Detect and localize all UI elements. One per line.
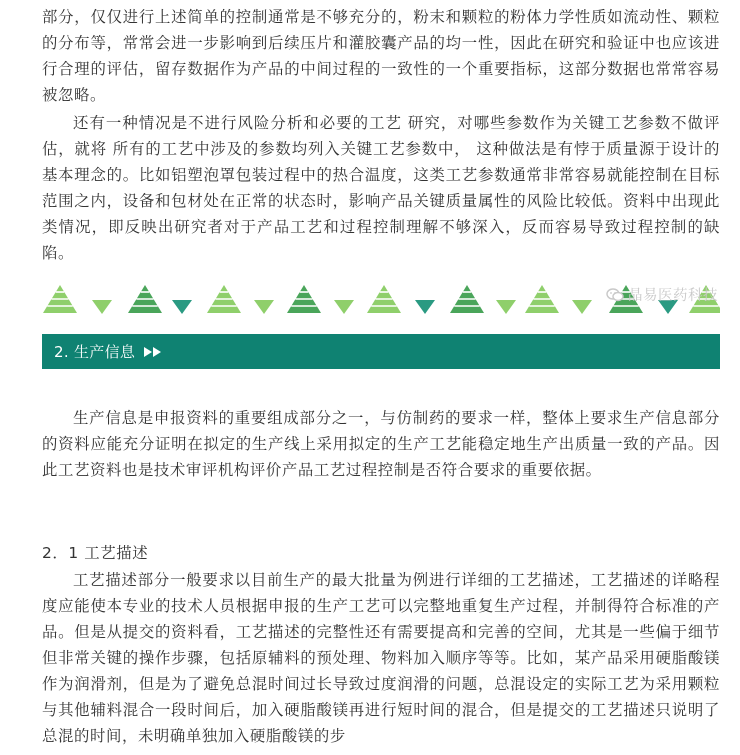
paragraph-risk-analysis: 还有一种情况是不进行风险分析和必要的工艺 研究，对哪些参数作为关键工艺参数不做评估，就将 所有的工艺中涉及的参数均列入关键工艺参数中， 这种做法是有悖于质量源于设计的基本理念的。比如铝塑泡罩包装过程中的热合温度，这类工艺参数通常非常容易就能控制在目标范围之内，设备和包材处在正常的状态时，影响产品关键质量属性的风险比较低。资料中出现此类情况，即反映出研究者对于产品工艺和过程控制理解不够深入，反而容易导致过程控制的缺陷。 [42, 114, 720, 262]
paragraph-production-info: 生产信息是申报资料的重要组成部分之一，与仿制药的要求一样，整体上要求生产信息部分的资料应能充分证明在拟定的生产线上采用拟定的生产工艺能稳定地生产出质量一致的产品。因此工艺资料也是技术审评机构评价产品工艺过程控制是否符合要求的重要依据。 [42, 409, 720, 479]
triangle-down-icon [92, 300, 112, 314]
triangle-up-icon [450, 285, 484, 313]
triangle-up-icon [128, 285, 162, 313]
triangle-down-icon [496, 300, 516, 314]
triangle-up-icon [525, 285, 559, 313]
paragraph-control-note: 部分，仅仅进行上述简单的控制通常是不够充分的，粉末和颗粒的粉体力学性质如流动性、颗粒的分布等，常常会进一步影响到后续压片和灌胶囊产品的均一性，因此在研究和验证中也应该进行合理的评估，留存数据作为产品的中间过程的一致性的一个重要指标，这部分数据也常常容易被忽略。 [42, 8, 720, 104]
paragraph-process-description: 工艺描述部分一般要求以目前生产的最大批量为例进行详细的工艺描述，工艺描述的详略程度应能使本专业的技术人员根据申报的生产工艺可以完整地重复生产过程，并制得符合标准的产品。但是从提交的资料看，工艺描述的完整性还有需要提高和完善的空间，尤其是一些偏于细节但非常关键的操作步骤，包括原辅料的预处理、物料加入顺序等等。比如，某产品采用硬脂酸镁作为润滑剂，但是为了避免总混时间过长导致过度润滑的问题，总混设定的实际工艺为采用颗粒与其他辅料混合一段时间后，加入硬脂酸镁再进行短时间的混合，但是提交的工艺描述只说明了总混的时间，未明确单独加入硬脂酸镁的步 [42, 571, 720, 745]
watermark [606, 284, 718, 305]
triangle-down-icon [334, 300, 354, 314]
section-title: 2. 生产信息 [54, 343, 136, 361]
triangle-down-icon [572, 300, 592, 314]
triangle-up-icon [287, 285, 321, 313]
triangle-up-icon [207, 285, 241, 313]
watermark-text: 晶易医药科技 [628, 288, 718, 304]
triangle-up-icon [43, 285, 77, 313]
subsection-heading: 2．1 工艺描述 [42, 544, 149, 562]
triangle-up-icon [367, 285, 401, 313]
section-header-bar [42, 334, 720, 369]
double-play-arrows-icon [143, 346, 163, 358]
triangle-down-icon [172, 300, 192, 314]
wechat-icon [606, 288, 624, 302]
triangle-down-icon [254, 300, 274, 314]
triangle-down-icon [415, 300, 435, 314]
